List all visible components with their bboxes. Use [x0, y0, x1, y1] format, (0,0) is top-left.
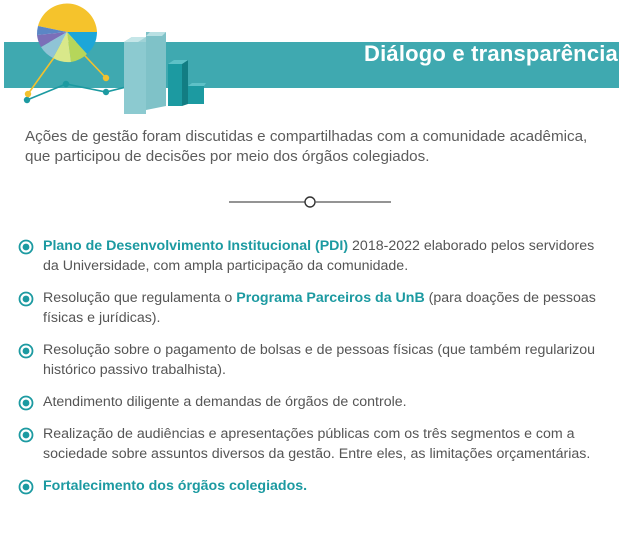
target-bullet-icon	[18, 479, 34, 495]
target-bullet-icon	[18, 239, 34, 255]
list-item	[18, 392, 600, 412]
item-text: Resolução sobre o pagamento de bolsas e de pessoas físicas (que também regularizou histórico passivo trabalhista).	[43, 342, 596, 378]
list-item	[18, 424, 600, 464]
circle-divider-icon	[229, 196, 391, 208]
item-highlight: Fortalecimento dos órgãos colegiados.	[43, 478, 308, 494]
target-bullet-icon	[18, 291, 34, 307]
illustration-dot	[63, 81, 69, 87]
item-text: Atendimento diligente a demandas de órgãos de controle.	[43, 394, 407, 410]
illustration-dot	[103, 75, 109, 81]
item-text: (para doações de pessoas físicas e jurídicas).	[43, 290, 596, 326]
target-bullet-icon	[18, 343, 34, 359]
item-highlight: Programa Parceiros da UnB	[236, 290, 425, 306]
item-highlight: Plano de Desenvolvimento Institucional (PDI)	[43, 238, 349, 254]
illustration-dot	[103, 89, 109, 95]
illustration-pie	[37, 4, 97, 63]
actions-list	[18, 236, 600, 508]
list-item	[18, 236, 600, 276]
illustration-dot	[25, 91, 31, 97]
list-item	[18, 288, 600, 328]
list-item	[18, 340, 600, 380]
target-bullet-icon	[18, 395, 34, 411]
illustration-bars	[124, 32, 206, 114]
item-text: Resolução que regulamenta o	[43, 290, 237, 306]
list-item	[18, 476, 600, 496]
page-title: Diálogo e transparência	[363, 41, 618, 66]
item-text: 2018-2022 elaborado pelos servidores da Universidade, com ampla participação da comunidade.	[43, 238, 595, 274]
intro-paragraph: Ações de gestão foram discutidas e compartilhadas com a comunidade acadêmica, que participou de decisões por meio dos órgãos colegiados.	[25, 128, 588, 165]
illustration-dot	[24, 97, 30, 103]
target-bullet-icon	[18, 427, 34, 443]
pie-and-bar-chart-illustration	[0, 0, 215, 120]
item-text: Realização de audiências e apresentações públicas com os três segmentos e com a sociedade sobre assuntos diversos da gestão. Entre eles, as limitações orçamentárias.	[43, 426, 591, 462]
